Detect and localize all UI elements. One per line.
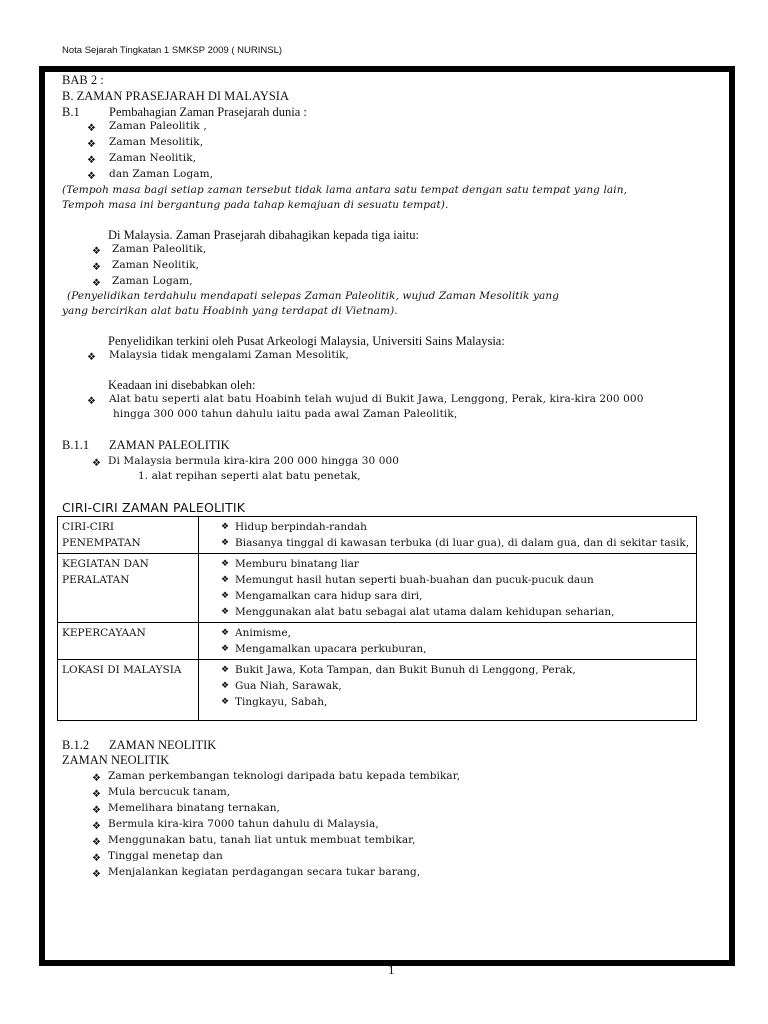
bullet-icon: ❖ — [92, 458, 101, 469]
research-item: Malaysia tidak mengalami Zaman Mesolitik, — [109, 349, 349, 361]
list-item: Zaman Paleolitik , — [109, 120, 207, 132]
bullet-icon: ❖ — [92, 869, 101, 880]
research-heading: Penyelidikan terkini oleh Pusat Arkeologi Malaysia, Universiti Sains Malaysia: — [108, 334, 505, 348]
list-item: ❖ Menggunakan alat batu sebagai alat utama dalam kehidupan seharian, — [203, 604, 692, 620]
malaysia-note-line-1: (Penyelidikan terdahulu mendapati selepas Zaman Paleolitik, wujud Zaman Mesolitik yang — [67, 290, 560, 302]
table-row — [58, 517, 697, 554]
list-item: ❖ Memburu binatang liar — [203, 556, 692, 572]
list-item: Zaman Logam, — [112, 275, 193, 287]
row-items — [199, 623, 697, 660]
cause-heading: Keadaan ini disebabkan oleh: — [108, 378, 256, 392]
bullet-icon: ❖ — [92, 805, 101, 816]
bullet-icon: ❖ — [87, 155, 96, 166]
cause-line-1: Alat batu seperti alat batu Hoabinh telah wujud di Bukit Jawa, Lenggong, Perak, kira-kira 200 000 — [109, 393, 644, 405]
bullet-icon: ❖ — [87, 123, 96, 134]
bullet-icon: ❖ — [92, 262, 101, 273]
chapter-title: B. ZAMAN PRASEJARAH DI MALAYSIA — [62, 89, 289, 103]
cause-line-2: hingga 300 000 tahun dahulu iaitu pada awal Zaman Paleolitik, — [113, 408, 458, 420]
bullet-icon: ❖ — [87, 352, 96, 363]
row-items — [199, 517, 697, 554]
ciri-heading: CIRI-CIRI ZAMAN PALEOLITIK — [62, 500, 246, 515]
list-item: ❖ Biasanya tinggal di kawasan terbuka (di luar gua), di dalam gua, dan di sekitar tasik, — [203, 535, 692, 551]
bullet-icon: ❖ — [92, 853, 101, 864]
b11-subitem: 1. alat repihan seperti alat batu penetak, — [138, 470, 361, 482]
table-row — [58, 623, 697, 660]
row-label: CIRI-CIRI PENEMPATAN — [58, 517, 199, 554]
page-header: Nota Sejarah Tingkatan 1 SMKSP 2009 ( NURINSL) — [62, 45, 283, 56]
list-item: ❖ Gua Niah, Sarawak, — [203, 678, 692, 694]
list-item: ❖ Tingkayu, Sabah, — [203, 694, 692, 710]
list-item: ❖ Mengamalkan upacara perkuburan, — [203, 641, 692, 657]
bullet-icon: ❖ — [92, 773, 101, 784]
list-item: Zaman Neolitik, — [112, 259, 200, 271]
list-item: ❖ Animisme, — [203, 625, 692, 641]
b12-number: B.1.2 — [62, 738, 90, 752]
list-item: ❖ Mengamalkan cara hidup sara diri, — [203, 588, 692, 604]
world-note-line-2: Tempoh masa ini bergantung pada tahap kemajuan di sesuatu tempat). — [62, 199, 449, 211]
list-item: Zaman Mesolitik, — [109, 136, 204, 148]
b11-title: ZAMAN PALEOLITIK — [109, 438, 230, 452]
bullet-icon: ❖ — [92, 789, 101, 800]
list-item: Zaman perkembangan teknologi daripada batu kepada tembikar, — [108, 770, 461, 782]
list-item: Zaman Paleolitik, — [112, 243, 207, 255]
list-item: Bermula kira-kira 7000 tahun dahulu di Malaysia, — [108, 818, 379, 830]
bullet-icon: ❖ — [92, 821, 101, 832]
list-item: Mula bercucuk tanam, — [108, 786, 231, 798]
world-note-line-1: (Tempoh masa bagi setiap zaman tersebut tidak lama antara satu tempat dengan satu tempat yang lain, — [62, 184, 628, 196]
table-row — [58, 660, 697, 721]
row-label: KEPERCAYAAN — [58, 623, 199, 660]
malaysia-note-line-2: yang bercirikan alat batu Hoabinh yang terdapat di Vietnam). — [62, 305, 398, 317]
list-item: ❖ Bukit Jawa, Kota Tampan, dan Bukit Bunuh di Lenggong, Perak, — [203, 662, 692, 678]
row-items — [199, 660, 697, 721]
bab-label: BAB 2 : — [62, 73, 104, 87]
list-item: Memelihara binatang ternakan, — [108, 802, 280, 814]
b11-number: B.1.1 — [62, 438, 90, 452]
malaysia-heading: Di Malaysia. Zaman Prasejarah dibahagikan kepada tiga iaitu: — [108, 228, 419, 242]
bullet-icon: ❖ — [92, 837, 101, 848]
row-label: LOKASI DI MALAYSIA — [58, 660, 199, 721]
list-item: Zaman Neolitik, — [109, 152, 197, 164]
list-item: Menggunakan batu, tanah liat untuk membuat tembikar, — [108, 834, 416, 846]
table-row — [58, 554, 697, 623]
b1-number: B.1 — [62, 105, 80, 119]
bullet-icon: ❖ — [87, 396, 96, 407]
bullet-icon: ❖ — [87, 139, 96, 150]
list-item: ❖ Memungut hasil hutan seperti buah-buahan dan pucuk-pucuk daun — [203, 572, 692, 588]
b1-title: Pembahagian Zaman Prasejarah dunia : — [109, 105, 307, 119]
b11-item: Di Malaysia bermula kira-kira 200 000 hingga 30 000 — [108, 455, 400, 467]
row-label: KEGIATAN DAN PERALATAN — [58, 554, 199, 623]
b12-title: ZAMAN NEOLITIK — [109, 738, 217, 752]
list-item: Menjalankan kegiatan perdagangan secara tukar barang, — [108, 866, 421, 878]
list-item: Tinggal menetap dan — [108, 850, 223, 862]
bullet-icon: ❖ — [87, 171, 96, 182]
bullet-icon: ❖ — [92, 278, 101, 289]
list-item: dan Zaman Logam, — [109, 168, 214, 180]
neolitik-heading: ZAMAN NEOLITIK — [62, 753, 170, 767]
page-number: 1 — [388, 962, 395, 977]
list-item: ❖ Hidup berpindah-randah — [203, 519, 692, 535]
ciri-table — [57, 516, 697, 721]
bullet-icon: ❖ — [92, 246, 101, 257]
row-items — [199, 554, 697, 623]
